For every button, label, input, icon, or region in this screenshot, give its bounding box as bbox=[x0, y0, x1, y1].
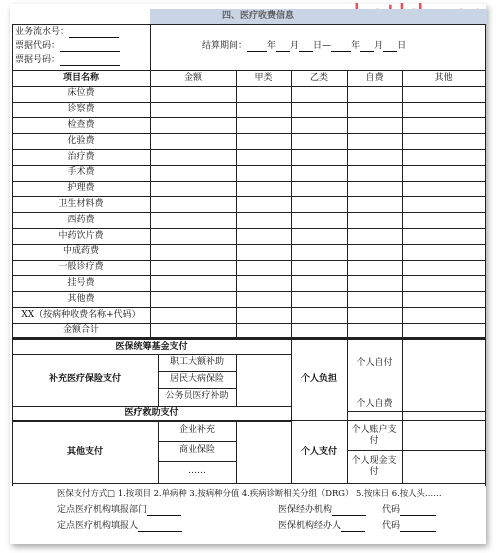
hospital-dept-field[interactable]: 定点医疗机构填报部门 bbox=[57, 505, 181, 516]
other-payment-item: 商业保险 bbox=[178, 445, 215, 455]
personal-pay-label: 个人支付 bbox=[300, 447, 337, 457]
fee-item-label: 床位费 bbox=[67, 88, 95, 99]
fee-amount-cell[interactable] bbox=[403, 150, 485, 165]
agency-person-code-field[interactable]: 代码 bbox=[382, 521, 436, 532]
fee-amount-cell[interactable] bbox=[292, 276, 347, 291]
fee-item-label: 其他费 bbox=[67, 293, 95, 304]
bill-number-field[interactable] bbox=[15, 55, 120, 66]
fee-amount-cell[interactable] bbox=[292, 118, 347, 133]
fee-amount-cell[interactable] bbox=[403, 118, 485, 133]
column-header: 项目名称 bbox=[62, 72, 99, 83]
fee-amount-cell[interactable] bbox=[348, 118, 402, 133]
personal-burden-item: 个人自费 bbox=[356, 399, 393, 409]
personal-pay-item: 个人账户支付 bbox=[351, 425, 397, 446]
fee-item-label: 诊察费 bbox=[67, 104, 95, 115]
fee-item-label: 治疗费 bbox=[67, 151, 95, 162]
settlement-sheet bbox=[10, 4, 486, 544]
fee-amount-cell[interactable] bbox=[151, 276, 236, 291]
fee-amount-cell[interactable] bbox=[292, 245, 347, 260]
fee-amount-cell[interactable] bbox=[403, 103, 485, 118]
fee-amount-cell[interactable] bbox=[403, 182, 485, 197]
fee-amount-cell[interactable] bbox=[237, 103, 291, 118]
fee-item-label: 中成药费 bbox=[62, 246, 99, 257]
fee-amount-cell[interactable] bbox=[237, 197, 291, 212]
fee-amount-cell[interactable] bbox=[237, 276, 291, 291]
fee-amount-cell[interactable] bbox=[348, 182, 402, 197]
bill-number-label: 票据号码： bbox=[15, 55, 61, 65]
payment-top-line bbox=[12, 337, 486, 339]
fee-item-label: 挂号费 bbox=[67, 277, 95, 288]
fee-amount-cell[interactable] bbox=[348, 134, 402, 149]
agency-code-field[interactable]: 代码 bbox=[382, 505, 436, 516]
personal-burden-item: 个人自付 bbox=[356, 358, 393, 368]
agency-person-field[interactable]: 医保机构经办人 bbox=[278, 521, 365, 532]
fee-item-label: 金额合计 bbox=[62, 325, 99, 336]
fee-amount-cell[interactable] bbox=[151, 166, 236, 181]
supplementary-item: 职工大额补助 bbox=[169, 357, 224, 367]
fee-amount-cell[interactable] bbox=[292, 292, 347, 307]
fee-amount-cell[interactable] bbox=[403, 308, 485, 323]
serial-number-label: 业务流水号： bbox=[15, 27, 70, 37]
fee-amount-cell[interactable] bbox=[403, 197, 485, 212]
header-divider bbox=[150, 24, 151, 70]
fee-amount-cell[interactable] bbox=[151, 197, 236, 212]
fee-item-label: 中药饮片费 bbox=[58, 230, 104, 241]
fee-amount-cell[interactable] bbox=[237, 261, 291, 276]
fee-amount-cell[interactable] bbox=[403, 213, 485, 228]
fee-amount-cell[interactable] bbox=[292, 166, 347, 181]
fee-amount-cell[interactable] bbox=[151, 261, 236, 276]
fee-item-label: 一般诊疗费 bbox=[58, 262, 104, 273]
fee-amount-cell[interactable] bbox=[403, 292, 485, 307]
fee-amount-cell[interactable] bbox=[348, 213, 402, 228]
fee-amount-cell[interactable] bbox=[348, 276, 402, 291]
other-payment-label: 其他支付 bbox=[66, 447, 103, 457]
column-header: 甲类 bbox=[254, 72, 273, 83]
fee-amount-cell[interactable] bbox=[237, 87, 291, 102]
fee-amount-cell[interactable] bbox=[237, 182, 291, 197]
personal-burden-label: 个人负担 bbox=[300, 374, 337, 384]
fee-amount-cell[interactable] bbox=[403, 134, 485, 149]
supplementary-item: 居民大病保险 bbox=[169, 374, 224, 384]
fee-amount-cell[interactable] bbox=[292, 213, 347, 228]
fee-amount-cell[interactable] bbox=[403, 276, 485, 291]
settle-period-field[interactable]: 结算期间： 年 月 日— 年 月 日 bbox=[202, 41, 407, 51]
fee-amount-cell[interactable] bbox=[151, 150, 236, 165]
fee-amount-cell[interactable] bbox=[151, 229, 236, 244]
fee-amount-cell[interactable] bbox=[237, 292, 291, 307]
column-header: 自费 bbox=[365, 72, 384, 83]
payment-method-line: 医保支付方式□ 1.按项目 2.单病种 3.按病种分值 4.疾病诊断相关分组（DRG） 5.按床日 6.按人头…… bbox=[57, 488, 442, 498]
fee-amount-cell[interactable] bbox=[403, 87, 485, 102]
fee-amount-cell[interactable] bbox=[348, 229, 402, 244]
fee-amount-cell[interactable] bbox=[151, 245, 236, 260]
column-header: 乙类 bbox=[309, 72, 328, 83]
fee-amount-cell[interactable] bbox=[348, 166, 402, 181]
fee-amount-cell[interactable] bbox=[348, 197, 402, 212]
fee-item-label: 化验费 bbox=[67, 135, 95, 146]
frame-right-line bbox=[485, 24, 486, 486]
fee-amount-cell[interactable] bbox=[151, 103, 236, 118]
fee-amount-cell[interactable] bbox=[403, 245, 485, 260]
other-payment-item: 企业补充 bbox=[178, 425, 215, 435]
fee-amount-cell[interactable] bbox=[237, 245, 291, 260]
frame-top-line bbox=[12, 24, 486, 25]
fee-amount-cell[interactable] bbox=[292, 261, 347, 276]
fee-amount-cell[interactable] bbox=[292, 103, 347, 118]
fee-amount-cell[interactable] bbox=[237, 118, 291, 133]
fee-item-label: 手术费 bbox=[67, 167, 95, 178]
fee-amount-cell[interactable] bbox=[292, 182, 347, 197]
medical-aid-label: 医疗救助支付 bbox=[124, 408, 179, 418]
fee-amount-cell[interactable] bbox=[237, 150, 291, 165]
fee-amount-cell[interactable] bbox=[292, 134, 347, 149]
table-row-line bbox=[12, 70, 486, 71]
supplementary-item: 公务员医疗补助 bbox=[165, 391, 229, 401]
fee-amount-cell[interactable] bbox=[151, 182, 236, 197]
fee-amount-cell[interactable] bbox=[348, 87, 402, 102]
fee-amount-cell[interactable] bbox=[237, 308, 291, 323]
fee-amount-cell[interactable] bbox=[237, 166, 291, 181]
fee-item-label: 检查费 bbox=[67, 119, 95, 130]
fee-amount-cell[interactable] bbox=[292, 150, 347, 165]
fee-amount-cell[interactable] bbox=[403, 166, 485, 181]
column-header: 其他 bbox=[434, 72, 453, 83]
fee-amount-cell[interactable] bbox=[292, 197, 347, 212]
fee-amount-cell[interactable] bbox=[348, 103, 402, 118]
fee-amount-cell[interactable] bbox=[403, 229, 485, 244]
fee-amount-cell[interactable] bbox=[348, 245, 402, 260]
fee-amount-cell[interactable] bbox=[292, 87, 347, 102]
fee-amount-cell[interactable] bbox=[151, 213, 236, 228]
settle-period-label: 结算期间： bbox=[202, 41, 248, 51]
fee-amount-cell[interactable] bbox=[151, 118, 236, 133]
fee-item-label: XX（按病种收费名称+代码） bbox=[21, 309, 141, 320]
other-payment-item: …… bbox=[188, 466, 206, 476]
bill-code-field[interactable] bbox=[15, 41, 120, 52]
fee-amount-cell[interactable] bbox=[292, 229, 347, 244]
section-title: 四、医疗收费信息 bbox=[150, 9, 487, 24]
fee-amount-cell[interactable] bbox=[348, 150, 402, 165]
fee-item-label: 护理费 bbox=[67, 183, 95, 194]
serial-number-field[interactable] bbox=[15, 27, 119, 38]
fee-amount-cell[interactable] bbox=[292, 308, 347, 323]
fee-amount-cell[interactable] bbox=[348, 292, 402, 307]
fee-amount-cell[interactable] bbox=[237, 134, 291, 149]
fee-amount-cell[interactable] bbox=[151, 292, 236, 307]
fee-amount-cell[interactable] bbox=[348, 308, 402, 323]
fee-amount-cell[interactable] bbox=[151, 308, 236, 323]
supplementary-insurance-label: 补充医疗保险支付 bbox=[48, 374, 121, 384]
fee-amount-cell[interactable] bbox=[151, 134, 236, 149]
personal-pay-item: 个人现金支付 bbox=[351, 456, 397, 477]
fee-item-label: 西药费 bbox=[67, 214, 95, 225]
bill-code-label: 票据代码： bbox=[15, 41, 61, 51]
fee-amount-cell[interactable] bbox=[151, 87, 236, 102]
fee-item-label: 卫生材料费 bbox=[58, 198, 104, 209]
pool-fund-label: 医保统筹基金支付 bbox=[115, 342, 188, 352]
column-header: 金额 bbox=[183, 72, 202, 83]
hospital-person-field[interactable]: 定点医疗机构填报人 bbox=[57, 521, 182, 532]
fee-amount-cell[interactable] bbox=[403, 261, 485, 276]
fee-amount-cell[interactable] bbox=[348, 261, 402, 276]
fee-amount-cell[interactable] bbox=[237, 213, 291, 228]
fee-amount-cell[interactable] bbox=[237, 229, 291, 244]
agency-field[interactable]: 医保经办机构 bbox=[278, 505, 366, 516]
